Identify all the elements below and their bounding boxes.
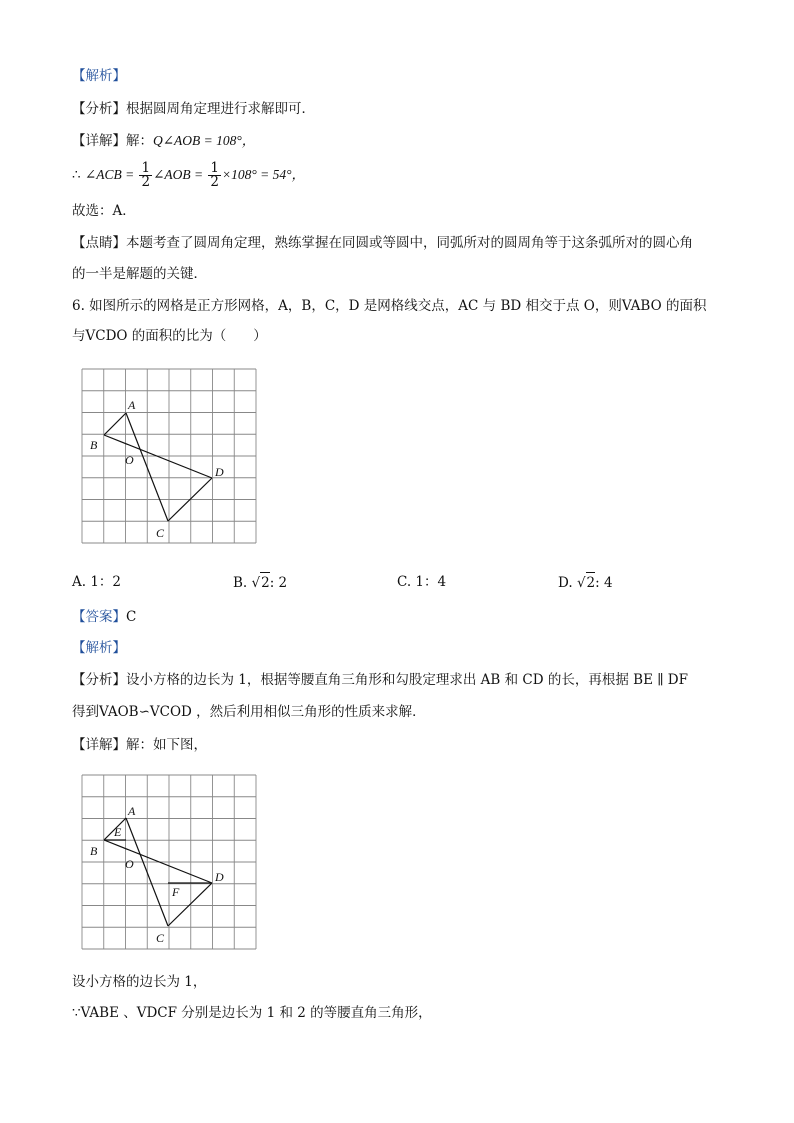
label-a: A [128,398,136,412]
sqrt-radicand: 2 [260,572,270,593]
frac-den: 2 [210,174,220,190]
frac-num: 1 [141,160,151,176]
dianjing-tag: 【点睛】 [72,235,126,251]
analysis2-fenxi-2: 得到VAOB∽VCOD ，然后利用相似三角形的性质来求解． [72,704,426,720]
segment-bd [104,840,212,883]
label-d: D [215,870,224,884]
label-c: C [156,526,165,540]
analysis-heading-2: 【解析】 [72,640,126,656]
fenxi-text: 设小方格的边长为 1，根据等腰直角三角形和勾股定理求出 AB 和 CD 的长，再根据 BE ∥ DF [126,672,688,688]
frac-num: 1 [210,160,220,176]
dianjing-text: 本题考查了圆周角定理，熟练掌握在同圆或等圆中，同弧所对的圆周角等于这条弧所对的圆心角 [126,235,693,251]
label-e: E [114,825,122,839]
therefore-symbol: ∴ [72,167,81,183]
label-o: O [125,453,134,467]
segment-ab [104,413,126,435]
choice-line: 故选：A． [72,203,136,219]
sqrt-symbol: √ [251,575,261,591]
option-a: A. 1：2 [72,574,122,590]
label-a: A [128,804,136,818]
xiangjie-tag: 【详解】 [72,133,126,149]
frac-den: 2 [141,174,151,190]
analysis-fenxi [72,99,315,119]
segment-bd [104,435,212,478]
fenxi-tag: 【分析】 [72,101,126,117]
fraction-half-1 [139,162,152,189]
eq-left: ∠ACB = [84,167,135,182]
grid-figure-1 [70,360,270,550]
label-c: C [156,931,165,945]
xiangjie-text: 解：如下图， [126,737,207,753]
question-stem-1: 6. 如图所示的网格是正方形网格，A，B，C，D 是网格线交点，AC 与 BD 相交于点 O，则VABO 的面积 [72,298,707,314]
answer-line [72,607,136,627]
option-b [233,572,287,593]
label-b: B [90,844,98,858]
analysis-xiangjie [72,131,255,151]
label-d: D [215,465,224,479]
analysis2-xiangjie [72,735,207,755]
option-c: C. 1：4 [397,574,447,590]
option-b-rest: : 2 [269,575,288,591]
label-f: F [172,885,180,899]
answer-value: C [126,609,137,625]
grid-figure-2 [70,766,270,956]
eq-right: ×108° = 54°， [222,167,306,182]
dianjing-line-2: 的一半是解题的关键． [72,266,207,282]
dianjing-line-1 [72,233,693,253]
grid-lines [82,369,256,543]
analysis-heading: 【解析】 [72,68,126,84]
fraction-half-2 [208,162,221,189]
analysis2-fenxi-1 [72,670,688,690]
fenxi-tag: 【分析】 [72,672,126,688]
sqrt-symbol: √ [576,575,586,591]
sqrt-radicand: 2 [586,572,596,593]
option-d-label: D. [558,575,573,591]
grid-lines [82,775,256,949]
eq-mid: ∠AOB = [153,167,204,182]
answer-tag: 【答案】 [72,609,126,625]
xiangjie-tag: 【详解】 [72,737,126,753]
given-equation: Q∠AOB = 108°， [153,133,256,148]
derivation-line [72,160,305,190]
label-b: B [90,438,98,452]
option-b-label: B. [233,575,248,591]
question-stem-2: 与VCDO 的面积的比为（ ） [72,328,267,344]
figure-segments [104,413,212,521]
fenxi-text: 根据圆周角定理进行求解即可． [126,101,315,117]
label-o: O [125,857,134,871]
analysis2-line-2: ∵VABE 、VDCF 分别是边长为 1 和 2 的等腰直角三角形， [72,1005,432,1021]
analysis2-line-1: 设小方格的边长为 1， [72,974,207,990]
option-d [558,572,613,593]
option-d-rest: : 4 [595,575,613,591]
xiangjie-prefix: 解： [126,133,153,149]
